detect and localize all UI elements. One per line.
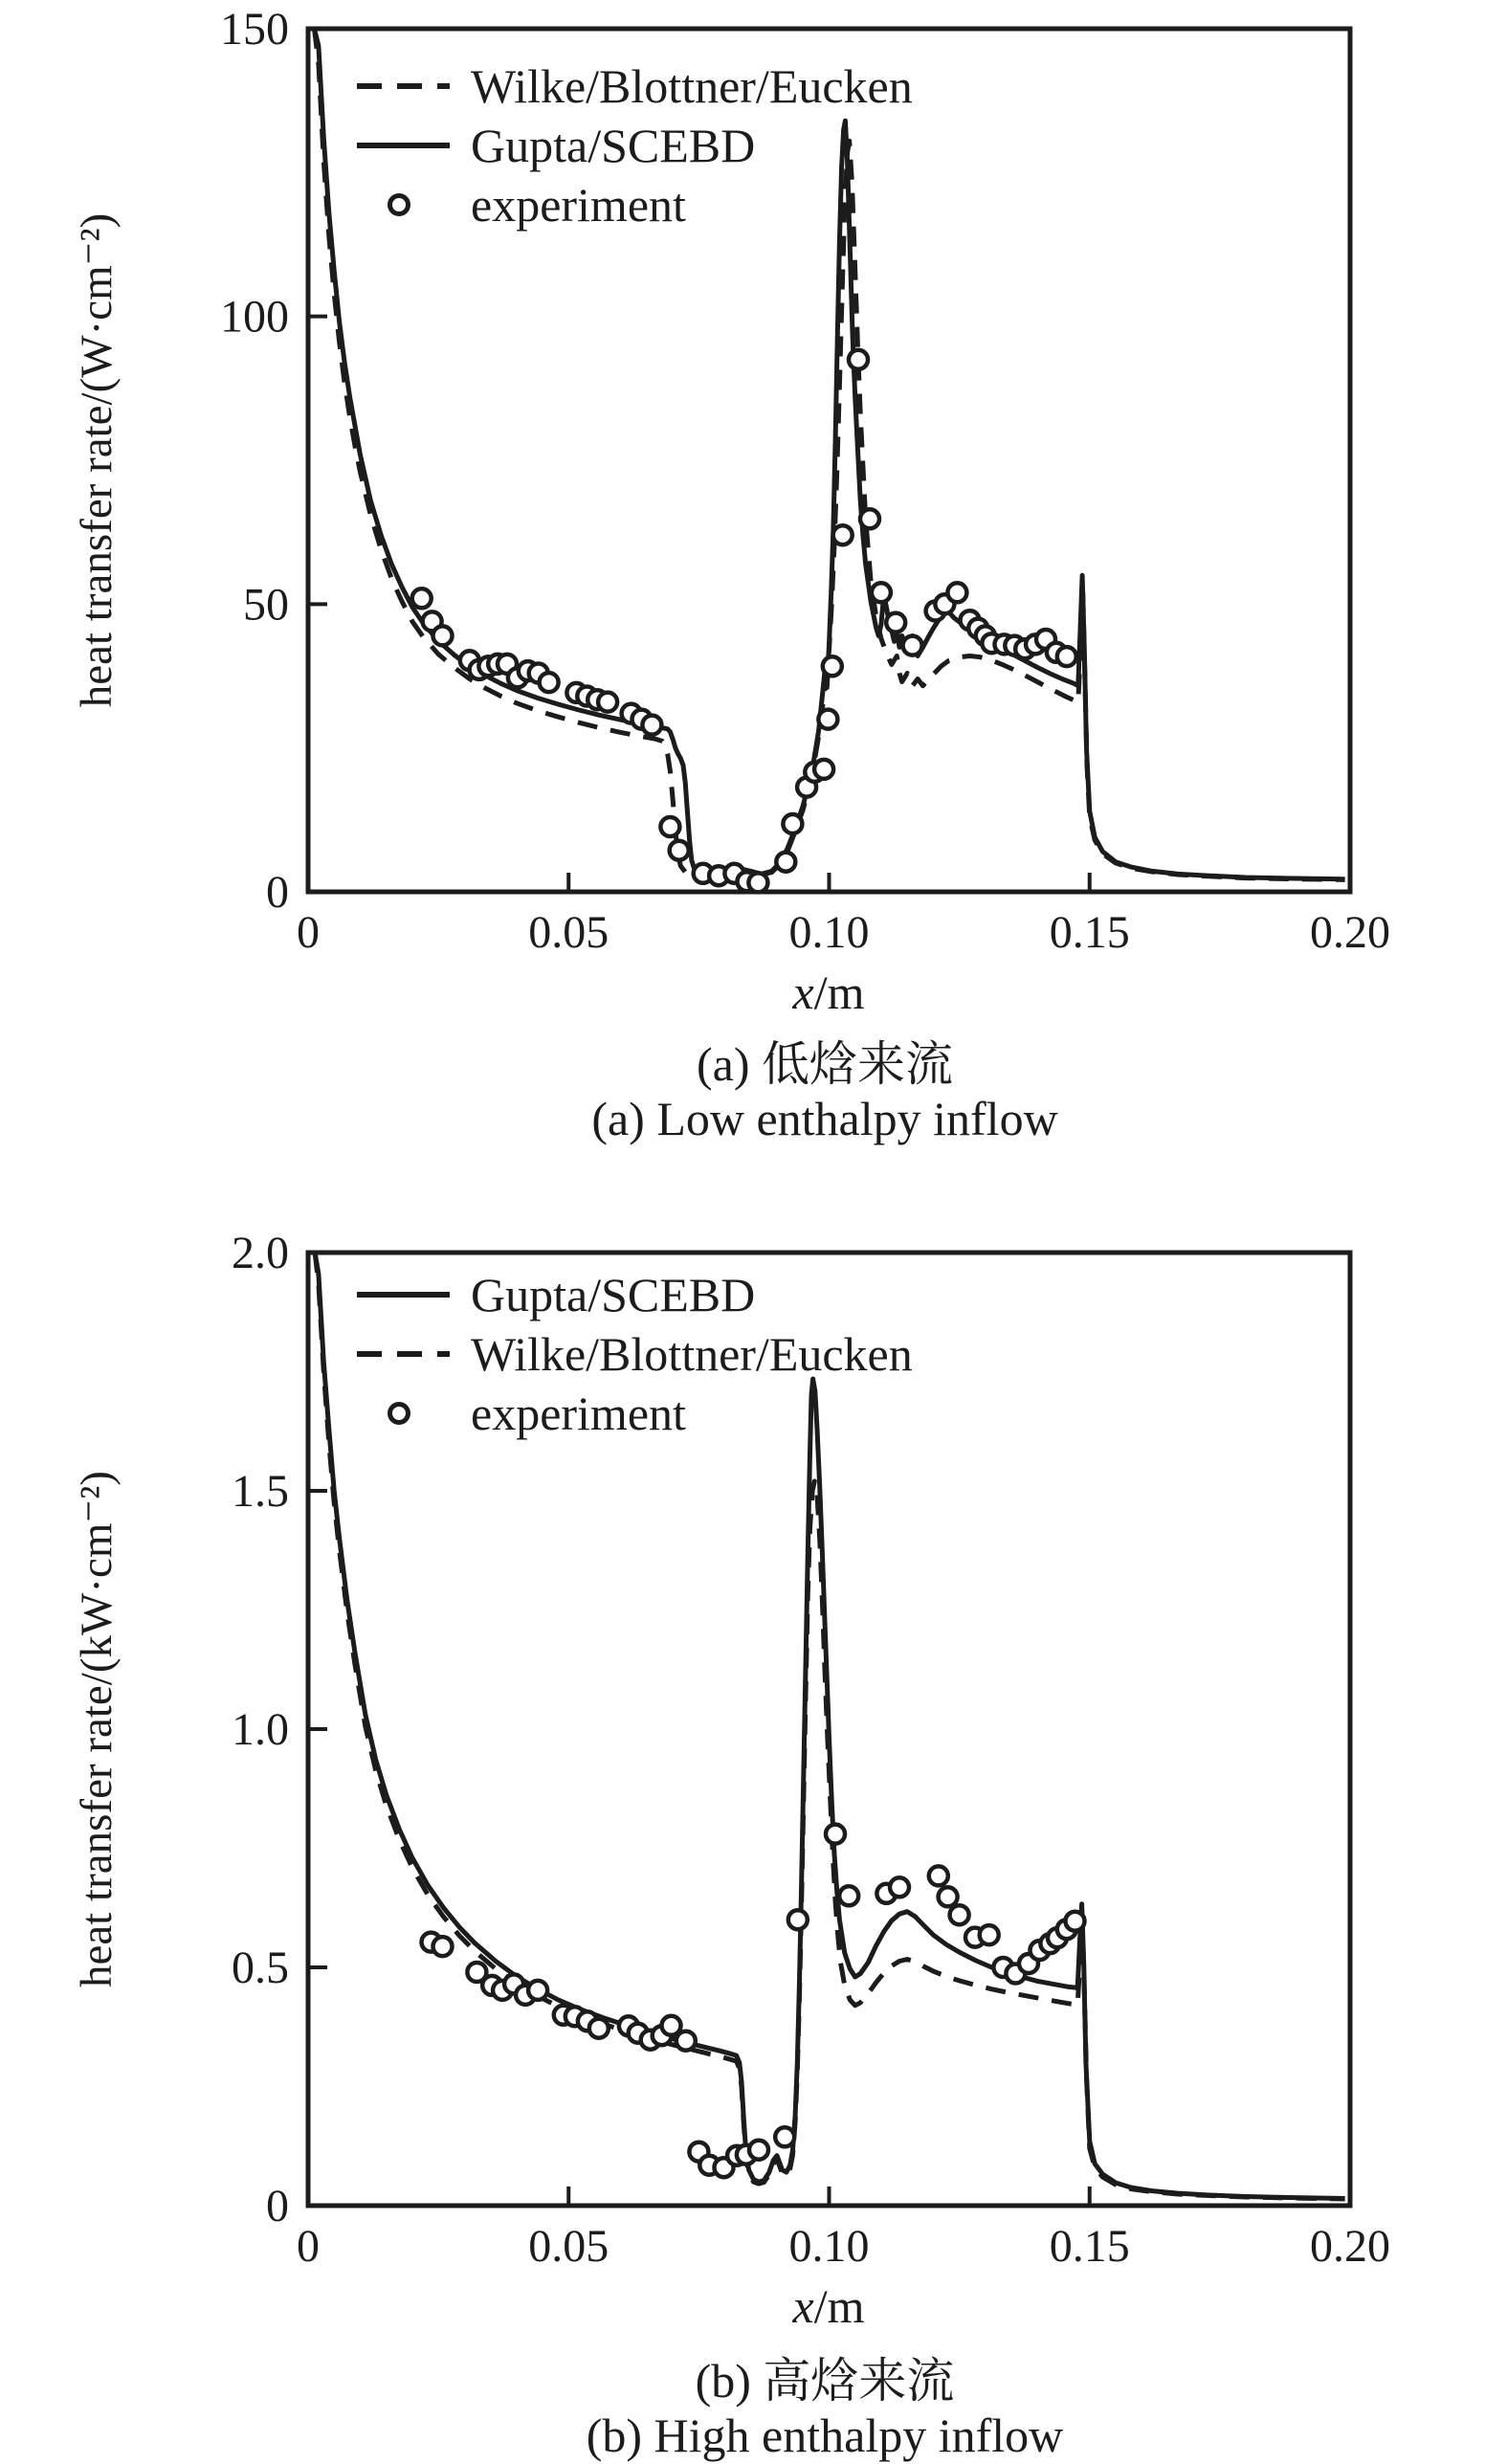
series-wilke-line-a [315, 29, 1345, 879]
x-tick-label-a: 0.15 [1049, 907, 1130, 958]
y-tick-label-a: 0 [266, 867, 289, 918]
experiment-marker-a [433, 626, 453, 645]
experiment-marker-b [589, 2019, 609, 2038]
experiment-marker-a [833, 525, 853, 544]
caption-b-chinese: (b) 高焓来流 [695, 2354, 955, 2408]
legend-label-experiment-b: experiment [471, 1387, 686, 1440]
experiment-marker-a [776, 853, 795, 872]
experiment-marker-b [788, 1910, 808, 1929]
experiment-marker-a [1057, 647, 1076, 666]
x-tick-label-b: 0 [297, 2221, 320, 2272]
y-tick-label-b: 1.5 [232, 1466, 289, 1517]
legend-label-experiment-a: experiment [471, 178, 686, 232]
legend-marker-experiment-b [390, 1405, 409, 1423]
caption-a-chinese: (a) 低焓来流 [697, 1037, 953, 1091]
x-axis-label-b-unit: /m [813, 2279, 865, 2333]
experiment-marker-b [929, 1866, 948, 1885]
y-tick-label-a: 100 [220, 291, 289, 343]
experiment-marker-a [860, 509, 879, 528]
experiment-marker-b [839, 1886, 858, 1905]
y-tick-label-b: 0 [266, 2181, 289, 2231]
y-tick-label-b: 0.5 [232, 1942, 289, 1993]
experiment-marker-a [818, 710, 837, 729]
series-gupta-line-b [315, 1253, 1345, 2199]
legend-label-wilke-b: Wilke/Blottner/Eucken [471, 1327, 913, 1381]
experiment-marker-a [412, 588, 432, 608]
experiment-marker-a [823, 656, 842, 676]
experiment-marker-b [826, 1825, 845, 1844]
experiment-marker-a [849, 350, 868, 369]
experiment-marker-b [749, 2141, 768, 2160]
x-tick-label-a: 0.05 [528, 907, 609, 958]
experiment-marker-a [947, 583, 966, 602]
x-axis-label-a-unit: /m [813, 966, 865, 1019]
experiment-marker-b [433, 1937, 453, 1956]
experiment-marker-a [540, 673, 559, 692]
experiment-marker-a [903, 636, 922, 655]
x-tick-label-b: 0.10 [788, 2221, 870, 2272]
experiment-marker-b [1066, 1912, 1085, 1931]
experiment-marker-b [676, 2031, 696, 2051]
x-tick-label-b: 0.05 [528, 2221, 609, 2272]
experiment-marker-a [872, 583, 891, 602]
experiment-marker-b [980, 1925, 999, 1944]
experiment-marker-b [890, 1877, 909, 1897]
x-tick-label-a: 0.20 [1310, 907, 1390, 958]
experiment-marker-b [939, 1887, 958, 1906]
x-tick-label-b: 0.15 [1049, 2221, 1130, 2272]
x-axis-label-a-symbol: x [792, 966, 814, 1019]
caption-b-english: (b) High enthalpy inflow [586, 2409, 1064, 2462]
experiment-marker-a [598, 693, 617, 712]
chart-a [72, 4, 1390, 958]
x-axis-label-b-symbol: x [792, 2279, 814, 2333]
x-axis-label-b [793, 2278, 865, 2334]
chart-b [72, 1228, 1390, 2272]
experiment-marker-b [528, 1981, 547, 2000]
experiment-marker-a [886, 613, 905, 633]
experiment-marker-b [775, 2127, 794, 2146]
caption-a-english: (a) Low enthalpy inflow [591, 1092, 1058, 1145]
y-tick-label-b: 2.0 [232, 1228, 289, 1278]
series-gupta-line-a [315, 29, 1345, 879]
experiment-marker-a [748, 873, 767, 892]
experiment-marker-b [950, 1905, 969, 1924]
legend-label-gupta-a: Gupta/SCEBD [471, 119, 756, 172]
y-tick-label-a: 150 [220, 4, 289, 55]
experiment-marker-a [783, 814, 802, 833]
x-axis-label-a [793, 965, 865, 1020]
legend-label-wilke-a: Wilke/Blottner/Eucken [471, 59, 913, 113]
y-axis-label-b: heat transfer rate/(kW·cm⁻²) [72, 1471, 122, 1987]
y-tick-label-b: 1.0 [232, 1704, 289, 1755]
y-axis-label-a: heat transfer rate/(W·cm⁻²) [72, 212, 122, 708]
legend-marker-experiment-a [390, 196, 409, 214]
experiment-marker-a [814, 760, 833, 779]
experiment-marker-a [660, 817, 679, 836]
y-tick-label-a: 50 [243, 579, 289, 631]
experiment-marker-a [670, 841, 689, 860]
legend-label-gupta-b: Gupta/SCEBD [471, 1268, 756, 1321]
x-tick-label-a: 0.10 [788, 907, 870, 958]
x-tick-label-a: 0 [297, 907, 320, 958]
experiment-marker-a [642, 716, 661, 735]
x-tick-label-b: 0.20 [1310, 2221, 1390, 2272]
